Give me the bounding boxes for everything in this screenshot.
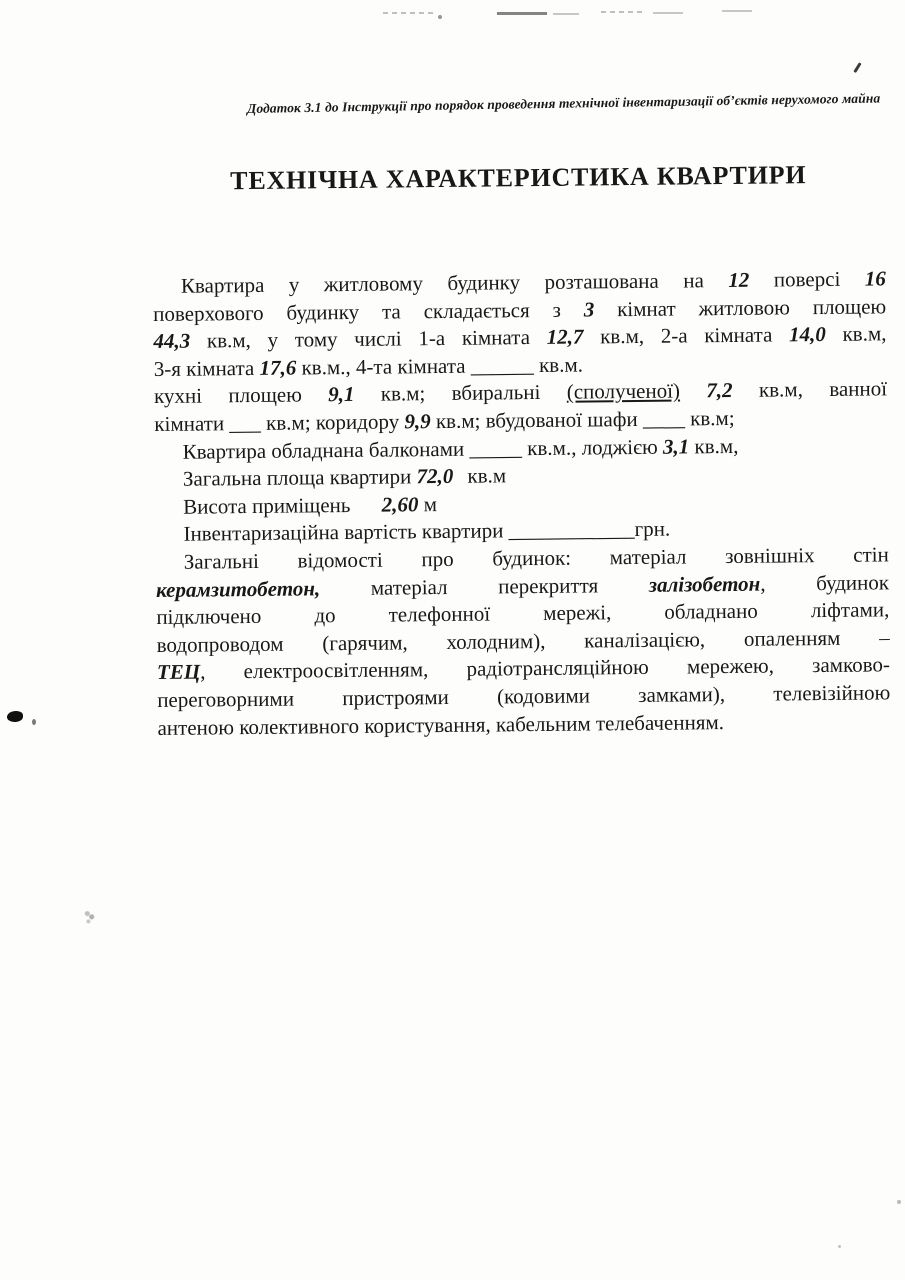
text-segment: кв.м, ванної bbox=[732, 376, 888, 403]
text-segment: кв.м bbox=[462, 463, 507, 488]
text-segment: Інвентаризаційна вартість квартири bbox=[183, 518, 509, 547]
text-segment: кв.м, bbox=[825, 321, 887, 347]
text-segment: кухні площею bbox=[153, 382, 329, 409]
text-segment: підключено до телефонної мережі, обладнано ліфтами, bbox=[156, 597, 890, 630]
text-segment bbox=[680, 379, 707, 403]
text-segment: переговорними пристроями (кодовими замками), телевізійною bbox=[157, 680, 891, 712]
text-segment: грн. bbox=[634, 516, 671, 542]
text-segment: Квартира обладнана балконами bbox=[182, 436, 470, 464]
blank-field-line: ____ bbox=[642, 406, 685, 431]
text-segment: , будинок bbox=[760, 569, 890, 596]
field-value: 3 bbox=[583, 297, 595, 322]
field-value: 3,1 bbox=[662, 433, 690, 459]
blank-field-line: ____________ bbox=[508, 517, 635, 543]
field-value: 44,3 bbox=[153, 328, 191, 354]
field-value: 72,0 bbox=[416, 464, 454, 489]
field-value: ТЕЦ bbox=[156, 659, 201, 685]
field-value: 9,1 bbox=[328, 382, 355, 407]
field-value: 9,9 bbox=[404, 409, 431, 434]
field-value: 16 bbox=[864, 266, 886, 291]
field-value: керамзитобетон, bbox=[155, 575, 321, 602]
text-segment: кв.м, bbox=[689, 433, 739, 458]
blank-field-line: ___ bbox=[229, 410, 261, 436]
text-segment: 3-я кімната bbox=[153, 355, 260, 381]
text-segment: кв.м. bbox=[533, 352, 584, 377]
blank-field-line: ______ bbox=[470, 352, 534, 378]
field-value: 17,6 bbox=[259, 355, 297, 380]
field-value: 14,0 bbox=[788, 322, 826, 347]
text-segment: кв.м; коридору bbox=[260, 409, 405, 435]
text-segment: кв.м; bbox=[684, 405, 735, 431]
text-segment: кв.м; вбудованої шафи bbox=[430, 406, 643, 434]
text-segment: , електроосвітленням, радіотрансляційною мережею, замково- bbox=[199, 652, 891, 684]
field-value: 12 bbox=[728, 267, 750, 293]
text-segment: Висота приміщень bbox=[183, 492, 356, 519]
field-value-underlined: (сполученої) bbox=[566, 378, 681, 405]
document-title: ТЕХНІЧНА ХАРАКТЕРИСТИКА КВАРТИРИ bbox=[230, 160, 807, 196]
text-segment: кв.м, 2-а кімната bbox=[583, 322, 790, 349]
text-segment: кв.м, у тому числі 1-а кімната bbox=[190, 325, 547, 353]
appendix-note: Додаток 3.1 до Інструкції про порядок проведення технічної інвентаризації об’єктів нерухомого майна bbox=[246, 90, 881, 116]
text-segment: Квартира у житловому будинку розташована на bbox=[180, 268, 729, 298]
text-segment: кв.м; вбиральні bbox=[354, 380, 567, 407]
text-segment: Загальні відомості про будинок: матеріал зовнішніх стін bbox=[183, 542, 889, 574]
blank-field-line: _____ bbox=[469, 435, 523, 461]
text-segment: м bbox=[418, 491, 438, 517]
text-segment: водопроводом (гарячим, холодним), каналізацією, опаленням – bbox=[156, 625, 890, 657]
field-value: 12,7 bbox=[546, 324, 584, 350]
field-value: залізобетон bbox=[648, 571, 761, 597]
text-segment: матеріал перекриття bbox=[320, 572, 649, 600]
text-segment: поверхового будинку та складається з bbox=[153, 297, 584, 326]
text-segment: антеною колективного користування, кабельним телебаченням. bbox=[157, 709, 725, 740]
field-value: 2,60 bbox=[381, 492, 419, 517]
text-segment: кв.м., 4-та кімната bbox=[296, 353, 471, 380]
text-segment: кімнат житловою площею bbox=[594, 293, 887, 322]
text-segment: Загальна площа квартири bbox=[182, 464, 417, 491]
field-value: 7,2 bbox=[706, 378, 733, 403]
text-segment: поверсі bbox=[749, 266, 865, 292]
text-segment: кімнати bbox=[154, 411, 230, 436]
text-segment: кв.м., лоджією bbox=[521, 434, 664, 460]
document-body bbox=[153, 265, 891, 742]
